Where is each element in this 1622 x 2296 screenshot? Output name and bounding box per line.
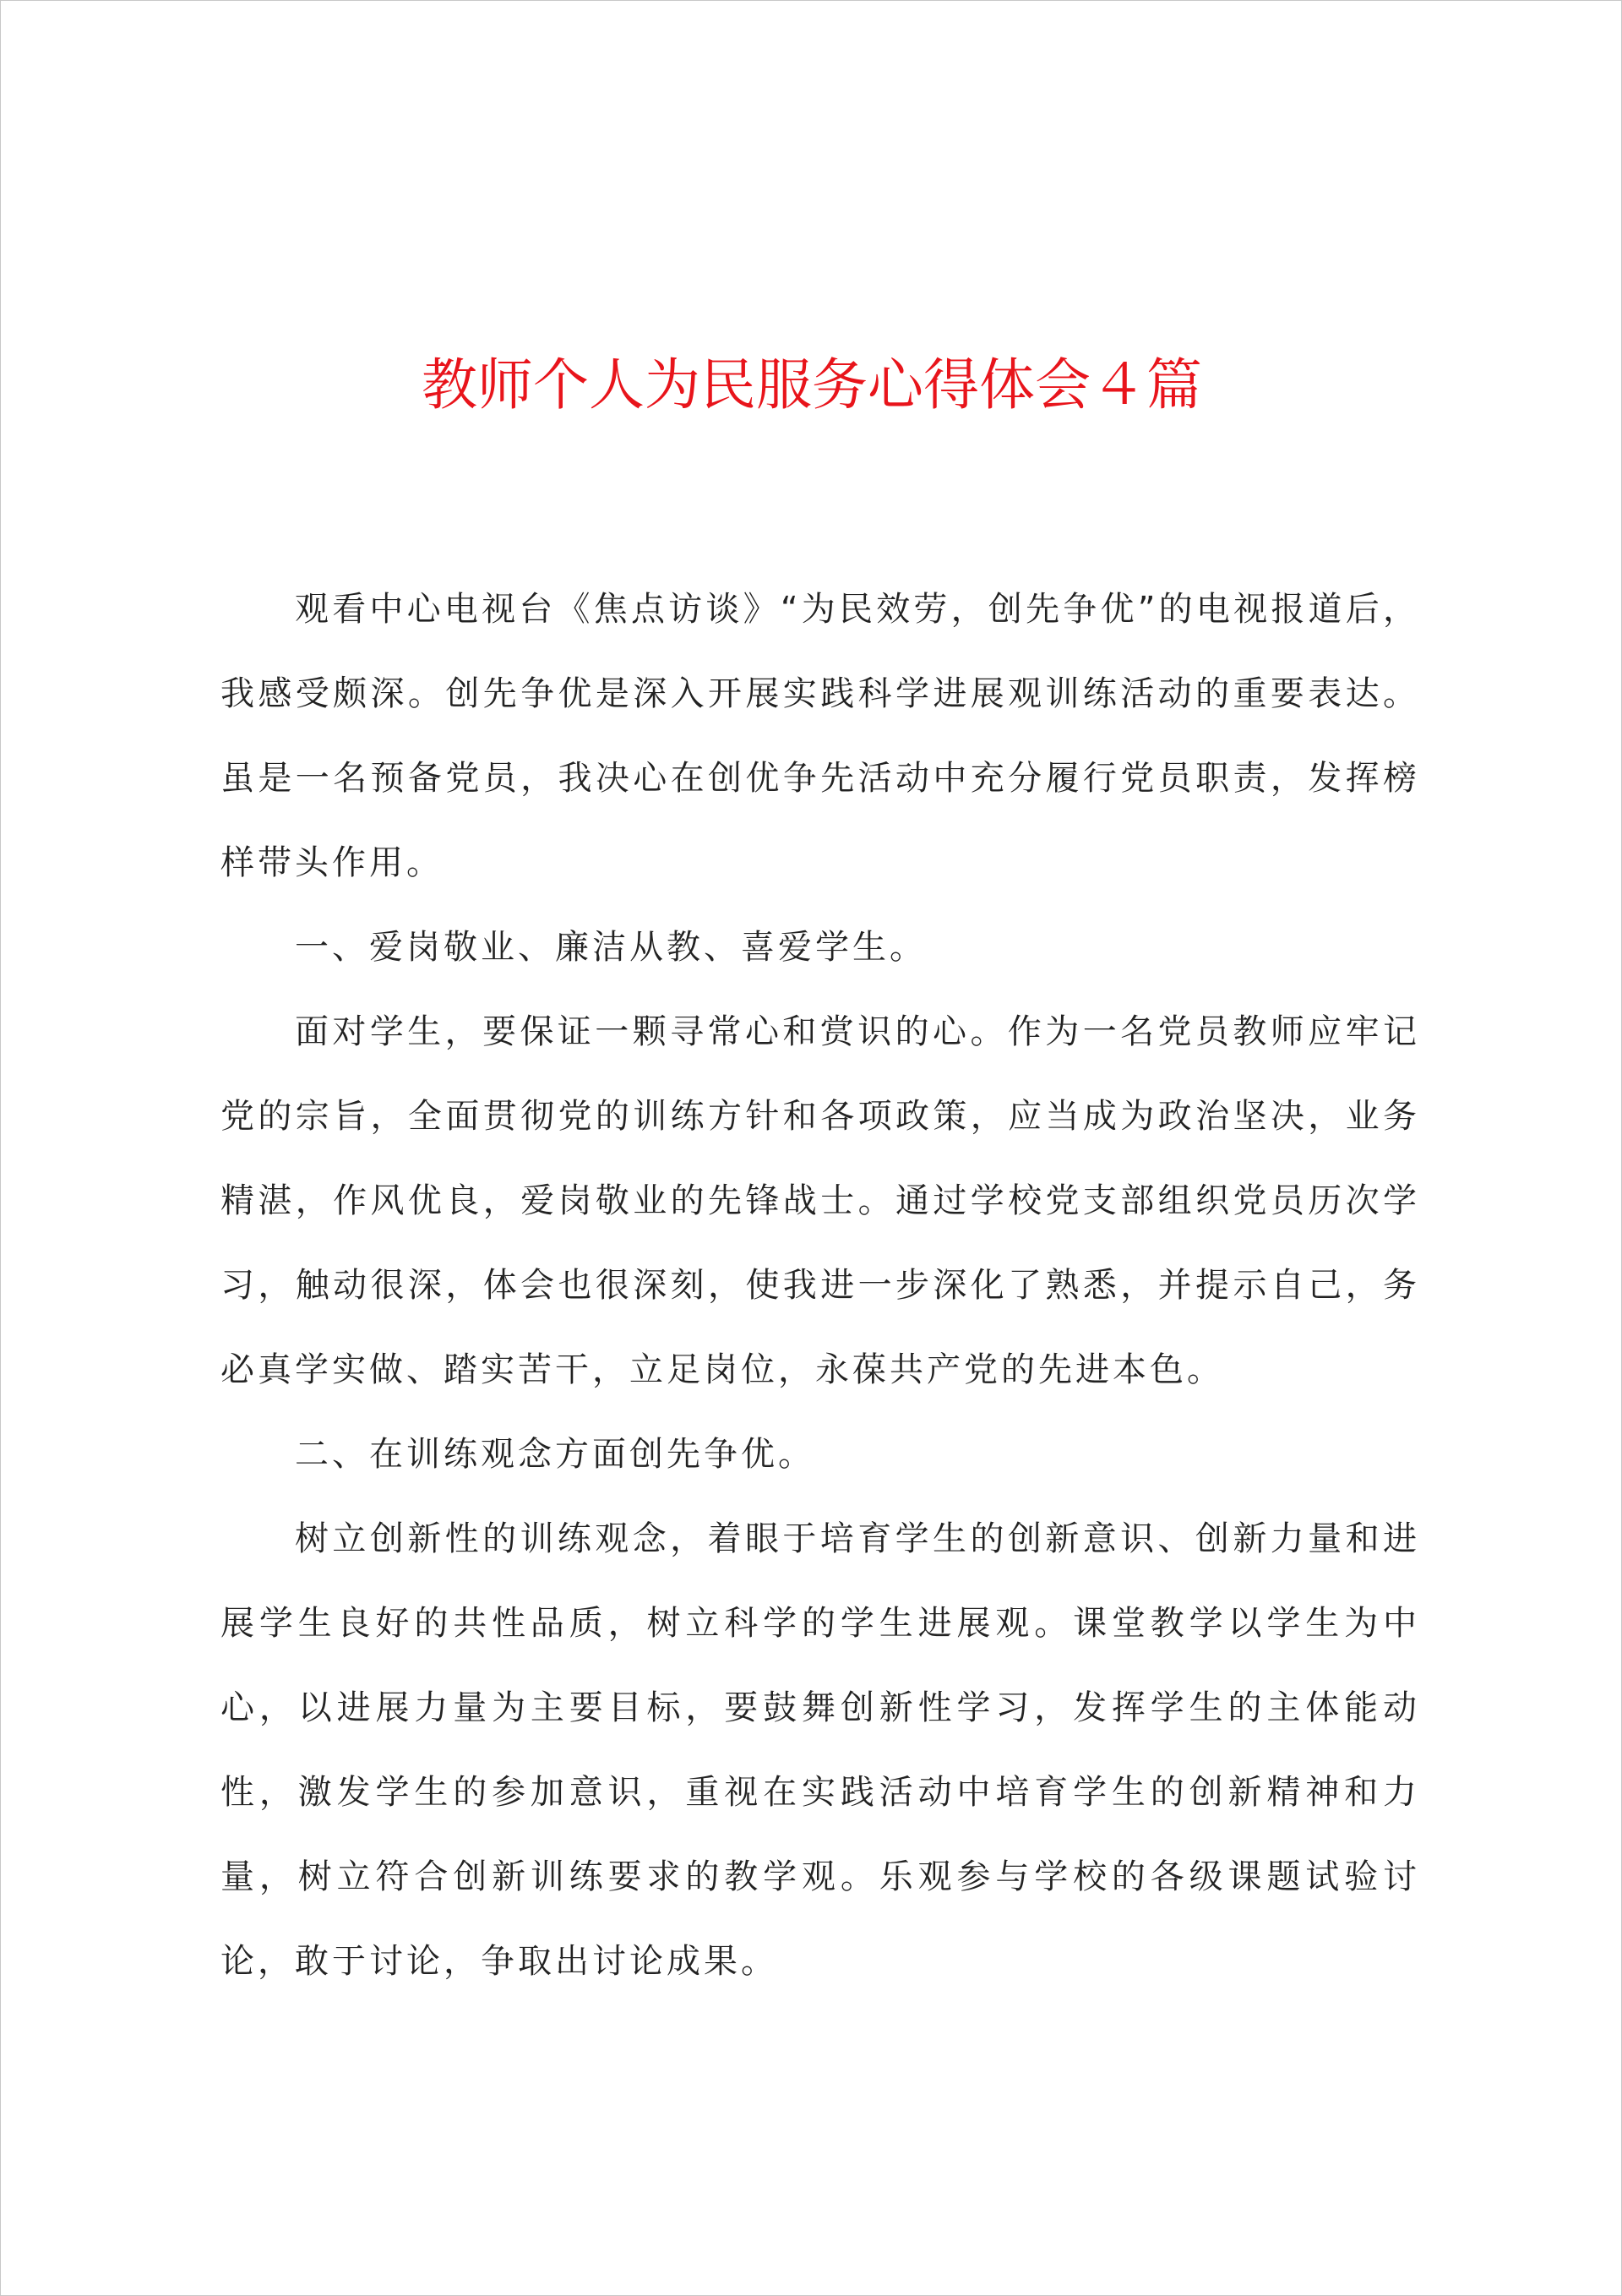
document-body: [220, 567, 1420, 2004]
paragraph-section-1: 面对学生，要保证一颗寻常心和赏识的心。作为一名党员教师应牢记党的宗旨，全面贯彻党的训练方针和各项政策，应当成为政治坚决，业务精湛，作风优良，爱岗敬业的先锋战士。通过学校党支部组织党员历次学习，触动很深，体会也很深刻，使我进一步深化了熟悉，并提示自己，务必真学实做、踏实苦干，立足岗位，永葆共产党的先进本色。: [220, 1012, 1420, 1389]
paragraph-heading-2: 二、在训练观念方面创先争优。: [295, 1435, 815, 1474]
paragraph-heading-1: 一、爱岗敬业、廉洁从教、喜爱学生。: [295, 928, 927, 967]
paragraph-intro: 观看中心电视台《焦点访谈》“为民效劳，创先争优”的电视报道后，我感受颇深。创先争优是深入开展实践科学进展观训练活动的重要表达。虽是一名预备党员，我决心在创优争先活动中充分履行党员职责，发挥榜样带头作用。: [220, 590, 1420, 882]
document-title: 教师个人为民服务心得体会４篇: [422, 352, 1202, 417]
paragraph-section-2: 树立创新性的训练观念，着眼于培育学生的创新意识、创新力量和进展学生良好的共性品质，树立科学的学生进展观。课堂教学以学生为中心，以进展力量为主要目标，要鼓舞创新性学习，发挥学生的主体能动性，激发学生的参加意识，重视在实践活动中培育学生的创新精神和力量，树立符合创新训练要求的教学观。乐观参与学校的各级课题试验讨论，敢于讨论，争取出讨论成果。: [220, 1519, 1420, 1981]
